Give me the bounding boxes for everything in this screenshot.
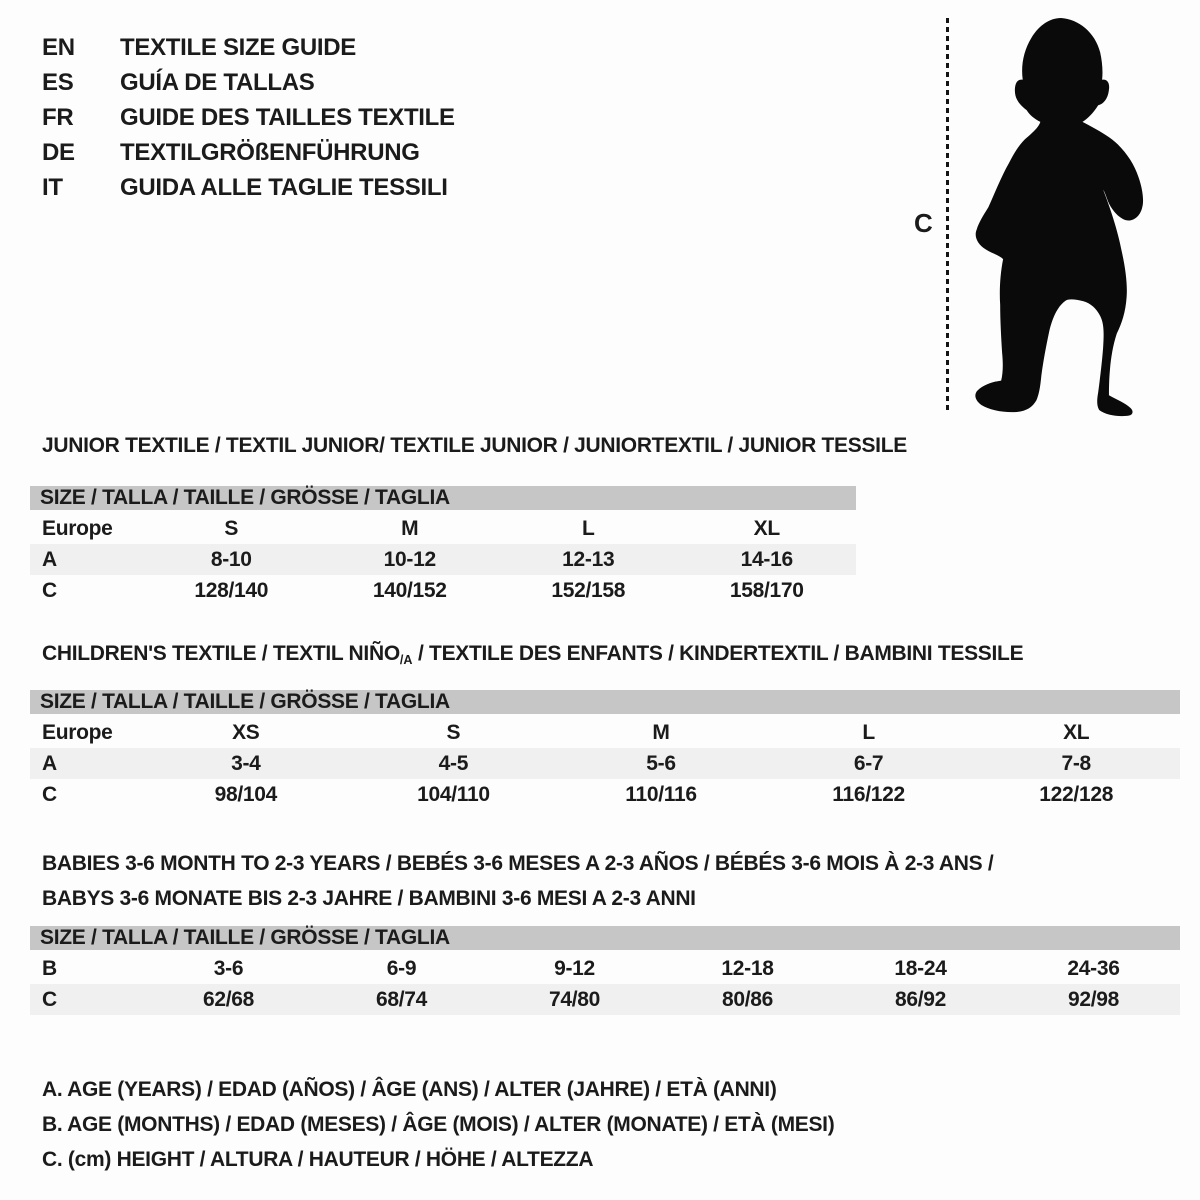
babies-title-line1: BABIES 3-6 MONTH TO 2-3 YEARS / BEBÉS 3-6 MESES A 2-3 AÑOS / BÉBÉS 3-6 MOIS À 2-3 ANS / bbox=[42, 852, 994, 875]
language-code: IT bbox=[42, 173, 63, 201]
table-cell: S bbox=[224, 516, 239, 540]
height-dashed-line bbox=[946, 18, 949, 414]
table-row bbox=[30, 779, 1180, 810]
table-cell: 9-12 bbox=[554, 956, 595, 980]
table-row bbox=[30, 953, 1180, 984]
size-header-label: SIZE / TALLA / TAILLE / GRÖSSE / TAGLIA bbox=[30, 926, 1180, 953]
size-header-label: SIZE / TALLA / TAILLE / GRÖSSE / TAGLIA bbox=[30, 690, 1180, 717]
table-row bbox=[30, 544, 856, 575]
row-label: C bbox=[42, 782, 57, 806]
row-label: C bbox=[30, 984, 142, 1015]
legend-line-b: B. AGE (MONTHS) / EDAD (MESES) / ÂGE (MOIS) / ALTER (MONATE) / ETÀ (MESI) bbox=[42, 1113, 835, 1136]
row-label: Europe bbox=[42, 516, 113, 540]
table-cell: 62/68 bbox=[142, 984, 315, 1015]
babies-title-line2: BABYS 3-6 MONATE BIS 2-3 JAHRE / BAMBINI 3-6 MESI A 2-3 ANNI bbox=[42, 887, 696, 910]
table-row bbox=[30, 984, 1180, 1015]
table-cell: 98/104 bbox=[214, 782, 278, 806]
children-title-subscript: /A bbox=[399, 652, 413, 667]
table-cell: M bbox=[652, 720, 670, 744]
children-size-table bbox=[30, 690, 1180, 810]
table-cell: 116/122 bbox=[832, 782, 905, 806]
table-cell: 92/98 bbox=[1007, 984, 1180, 1015]
table-row bbox=[30, 717, 1180, 748]
language-code: DE bbox=[42, 138, 75, 166]
guide-title-fr: GUIDE DES TAILLES TEXTILE bbox=[120, 103, 455, 131]
table-cell: 24-36 bbox=[1067, 956, 1120, 980]
children-section-title bbox=[42, 642, 1023, 668]
language-row bbox=[42, 65, 455, 100]
row-label: A bbox=[30, 544, 142, 575]
table-cell: 10-12 bbox=[321, 544, 500, 575]
guide-title-es: GUÍA DE TALLAS bbox=[120, 68, 315, 96]
table-cell: 18-24 bbox=[894, 956, 947, 980]
table-cell: 14-16 bbox=[678, 544, 857, 575]
table-cell: 4-5 bbox=[350, 748, 558, 779]
table-row bbox=[30, 748, 1180, 779]
size-header-bar bbox=[30, 690, 1180, 717]
table-cell: S bbox=[446, 720, 461, 744]
table-cell: 8-10 bbox=[142, 544, 321, 575]
table-cell: 110/116 bbox=[625, 782, 697, 806]
table-cell: 3-6 bbox=[213, 956, 244, 980]
guide-title-en: TEXTILE SIZE GUIDE bbox=[120, 33, 356, 61]
table-cell: L bbox=[862, 720, 875, 744]
table-cell: 12-18 bbox=[721, 956, 774, 980]
table-cell: 3-4 bbox=[142, 748, 350, 779]
table-cell: L bbox=[581, 516, 595, 540]
size-header-label: SIZE / TALLA / TAILLE / GRÖSSE / TAGLIA bbox=[30, 486, 856, 513]
language-code: EN bbox=[42, 33, 75, 61]
table-cell: M bbox=[401, 516, 419, 540]
table-cell: 104/110 bbox=[417, 782, 490, 806]
table-cell: XS bbox=[232, 720, 260, 744]
language-row bbox=[42, 100, 455, 135]
language-code: FR bbox=[42, 103, 74, 131]
junior-size-table bbox=[30, 486, 856, 606]
table-row bbox=[30, 575, 856, 606]
language-row bbox=[42, 170, 455, 205]
table-cell: 128/140 bbox=[194, 578, 269, 602]
height-measure-figure bbox=[898, 6, 1190, 422]
size-header-bar bbox=[30, 926, 1180, 953]
row-label: A bbox=[30, 748, 142, 779]
guide-title-it: GUIDA ALLE TAGLIE TESSILI bbox=[120, 173, 448, 201]
table-cell: 12-13 bbox=[499, 544, 678, 575]
table-cell: 74/80 bbox=[488, 984, 661, 1015]
height-measure-label: C bbox=[914, 208, 933, 238]
children-title-text: CHILDREN'S TEXTILE / TEXTIL NIÑO bbox=[42, 642, 400, 665]
table-cell: 86/92 bbox=[834, 984, 1007, 1015]
table-cell: 122/128 bbox=[1039, 782, 1114, 806]
row-label: B bbox=[42, 956, 57, 980]
legend-line-c: C. (cm) HEIGHT / ALTURA / HAUTEUR / HÖHE / ALTEZZA bbox=[42, 1148, 594, 1171]
children-title-text: / TEXTILE DES ENFANTS / KINDERTEXTIL / BAMBINI TESSILE bbox=[412, 642, 1024, 665]
table-cell: 158/170 bbox=[729, 578, 804, 602]
legend-line-a: A. AGE (YEARS) / EDAD (AÑOS) / ÂGE (ANS) / ALTER (JAHRE) / ETÀ (ANNI) bbox=[42, 1078, 777, 1101]
language-row bbox=[42, 30, 455, 65]
table-cell: 5-6 bbox=[557, 748, 765, 779]
babies-section-title bbox=[42, 846, 993, 916]
toddler-silhouette-icon bbox=[960, 8, 1156, 420]
size-header-bar bbox=[30, 486, 856, 513]
row-label: Europe bbox=[42, 720, 113, 744]
table-cell: 6-9 bbox=[386, 956, 417, 980]
table-cell: 152/158 bbox=[551, 578, 626, 602]
language-header bbox=[42, 30, 455, 205]
junior-section-title: JUNIOR TEXTILE / TEXTIL JUNIOR/ TEXTILE JUNIOR / JUNIORTEXTIL / JUNIOR TESSILE bbox=[42, 434, 907, 457]
legend bbox=[42, 1072, 834, 1177]
table-cell: 140/152 bbox=[372, 578, 447, 602]
table-cell: XL bbox=[1063, 720, 1090, 744]
table-cell: 7-8 bbox=[972, 748, 1180, 779]
table-cell: 68/74 bbox=[315, 984, 488, 1015]
table-cell: XL bbox=[753, 516, 780, 540]
language-row bbox=[42, 135, 455, 170]
table-cell: 80/86 bbox=[661, 984, 834, 1015]
table-row bbox=[30, 513, 856, 544]
babies-size-table bbox=[30, 926, 1180, 1015]
table-cell: 6-7 bbox=[765, 748, 973, 779]
guide-title-de: TEXTILGRÖßENFÜHRUNG bbox=[120, 138, 420, 166]
row-label: C bbox=[42, 578, 57, 602]
language-code: ES bbox=[42, 68, 74, 96]
